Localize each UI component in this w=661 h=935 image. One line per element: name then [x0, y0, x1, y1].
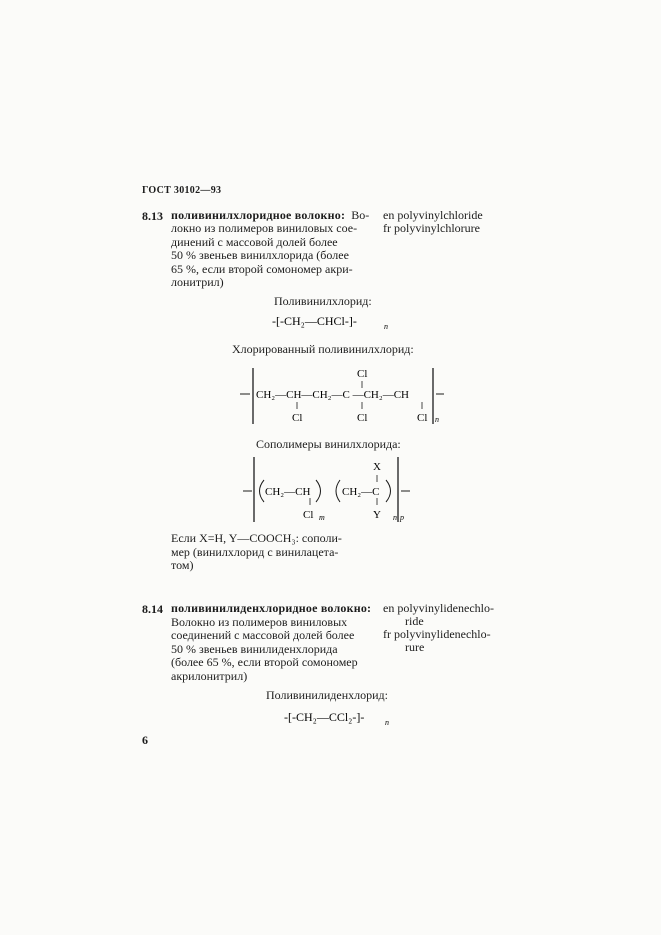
pvc-formula-label: Поливинилхлорид: — [274, 294, 372, 308]
copolymer-structural-formula — [240, 454, 430, 529]
equivalents-8-14 — [383, 602, 494, 654]
entry-number-8-14: 8.14 — [142, 602, 163, 616]
copolymer-note-line: Если X=H, Y—COOCH₃: сополи- — [171, 531, 342, 545]
svg-text:n: n — [393, 513, 397, 522]
definition-8-14-line: Волокно из полимеров виниловых — [171, 614, 348, 629]
copolymer-note-line: том) — [171, 558, 194, 572]
copolymer-note-line: мер (винилхлорид с винилацета- — [171, 544, 339, 559]
equivalent-en-8-14-cont: ride — [405, 614, 424, 628]
definition-8-13-line: 50 % звеньев винилхлорида (более — [171, 248, 349, 262]
equivalent-fr-8-14: fr polyvinylidenechlo- — [383, 627, 491, 641]
equivalents-8-13 — [383, 209, 483, 235]
svg-text:Cl: Cl — [303, 509, 314, 521]
page-number: 6 — [142, 733, 148, 747]
equivalent-en-8-13: en polyvinylchloride — [383, 208, 483, 222]
term-8-14: поливинилиденхлоридное волокно: — [171, 601, 372, 615]
svg-text:n: n — [385, 718, 389, 727]
equivalent-fr-8-14-cont: rure — [405, 640, 425, 654]
svg-text:CH₂—CH: CH₂—CH — [265, 486, 311, 498]
svg-text:Cl: Cl — [357, 368, 368, 380]
svg-text:Cl: Cl — [357, 412, 368, 424]
cpvc-structural-formula — [236, 360, 456, 430]
svg-text:Cl: Cl — [292, 412, 303, 424]
definition-8-14-line: акрилонитрил) — [171, 668, 248, 683]
cpvc-formula-label: Хлорированный поливинилхлорид: — [232, 342, 414, 356]
definition-8-13-line: локно из полимеров виниловых сое- — [171, 221, 358, 235]
definition-8-13-first-rest: Во- — [351, 208, 370, 222]
definition-8-13 — [171, 222, 357, 290]
entry-number-8-13: 8.13 — [142, 209, 163, 223]
svg-text:Cl: Cl — [417, 412, 428, 424]
svg-text:X: X — [373, 461, 381, 473]
definition-8-13-line: 65 %, если второй сомономер акри- — [171, 261, 353, 276]
svg-text:CH₂—CH—CH₂—C —CH₂—CH: CH₂—CH—CH₂—C —CH₂—CH — [256, 389, 409, 401]
definition-8-13-line: лонитрил) — [171, 275, 224, 289]
copolymer-note — [171, 532, 342, 573]
svg-text:n: n — [435, 415, 439, 424]
svg-text:m: m — [319, 513, 325, 522]
definition-8-14-line: (более 65 %, если второй сомономер — [171, 655, 358, 669]
term-8-13: поливинилхлоридное волокно: — [171, 208, 346, 222]
pvdc-structural-formula — [282, 704, 402, 728]
svg-text:-[-CH₂—CHCl-]-: -[-CH₂—CHCl-]- — [272, 314, 357, 328]
definition-8-14 — [171, 602, 371, 683]
equivalent-en-8-14: en polyvinylidenechlo- — [383, 601, 494, 615]
definition-8-13-line: динений с массовой долей более — [171, 234, 338, 249]
svg-text:CH₂—C: CH₂—C — [342, 486, 380, 498]
document-header: ГОСТ 30102—93 — [142, 185, 222, 196]
svg-text:-[-CH₂—CCl₂-]-: -[-CH₂—CCl₂-]- — [284, 710, 365, 724]
svg-text:n: n — [384, 322, 388, 331]
svg-text:Y: Y — [373, 509, 381, 521]
copolymer-formula-label: Сополимеры винилхлорида: — [256, 437, 401, 451]
pvdc-formula-label: Поливинилиденхлорид: — [266, 688, 388, 702]
definition-8-14-line: соединений с массовой долей более — [171, 628, 355, 642]
svg-text:p: p — [400, 513, 404, 522]
equivalent-fr-8-13: fr polyvinylchlorure — [383, 221, 480, 235]
pvc-structural-formula — [270, 308, 410, 332]
definition-8-14-line: 50 % звеньев винилиденхлорида — [171, 641, 338, 656]
